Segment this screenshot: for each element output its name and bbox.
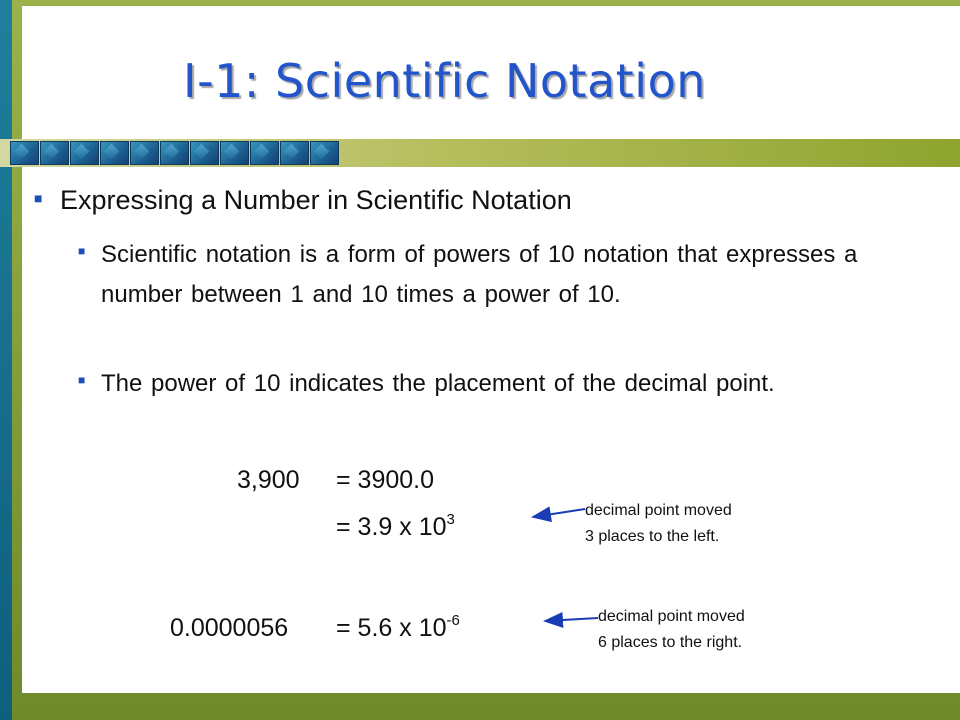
- decorative-square-icon: [280, 141, 309, 165]
- example1-expanded: = 3900.0: [336, 466, 435, 494]
- example1-exponent: 3: [446, 510, 455, 528]
- decorative-square-strip: [10, 141, 340, 165]
- sub-bullet-text: The power of 10 indicates the placement of the decimal point.: [101, 370, 775, 397]
- main-bullet-text: Expressing a Number in Scientific Notation: [60, 185, 572, 215]
- example1-scientific: [336, 512, 455, 542]
- example2-scientific-base: = 5.6 x 10: [336, 614, 447, 642]
- example1-scientific-base: = 3.9 x 10: [336, 513, 447, 541]
- example2-note-line1: decimal point moved: [598, 608, 745, 625]
- decorative-square-icon: [220, 141, 249, 165]
- decorative-square-icon: [250, 141, 279, 165]
- left-accent-bar: [0, 0, 12, 720]
- slide-title: I-1: Scientific Notation: [183, 54, 706, 108]
- example2-exponent: -6: [446, 611, 460, 629]
- example1-note-line2: 3 places to the left.: [585, 528, 720, 545]
- example2-note-line2: 6 places to the right.: [598, 634, 743, 651]
- sub-bullet-text: Scientific notation is a form of powers of 10 notation that expresses a number between 1 and 10 times a power of 10.: [101, 241, 858, 308]
- example1-note-line1: decimal point moved: [585, 502, 732, 519]
- example2-scientific: [336, 613, 460, 643]
- decorative-square-icon: [130, 141, 159, 165]
- decorative-square-icon: [40, 141, 69, 165]
- decorative-square-icon: [160, 141, 189, 165]
- example1-number: 3,900: [237, 466, 300, 494]
- example2-note: [598, 604, 745, 656]
- square-bullet-icon: ■: [78, 244, 86, 258]
- decorative-square-icon: [70, 141, 99, 165]
- decorative-square-icon: [100, 141, 129, 165]
- square-bullet-icon: ■: [34, 190, 43, 206]
- example2-number: 0.0000056: [170, 614, 289, 642]
- decorative-square-icon: [190, 141, 219, 165]
- decorative-square-icon: [10, 141, 39, 165]
- square-bullet-icon: ■: [78, 373, 86, 387]
- example1-note: [585, 498, 732, 550]
- decorative-square-icon: [310, 141, 339, 165]
